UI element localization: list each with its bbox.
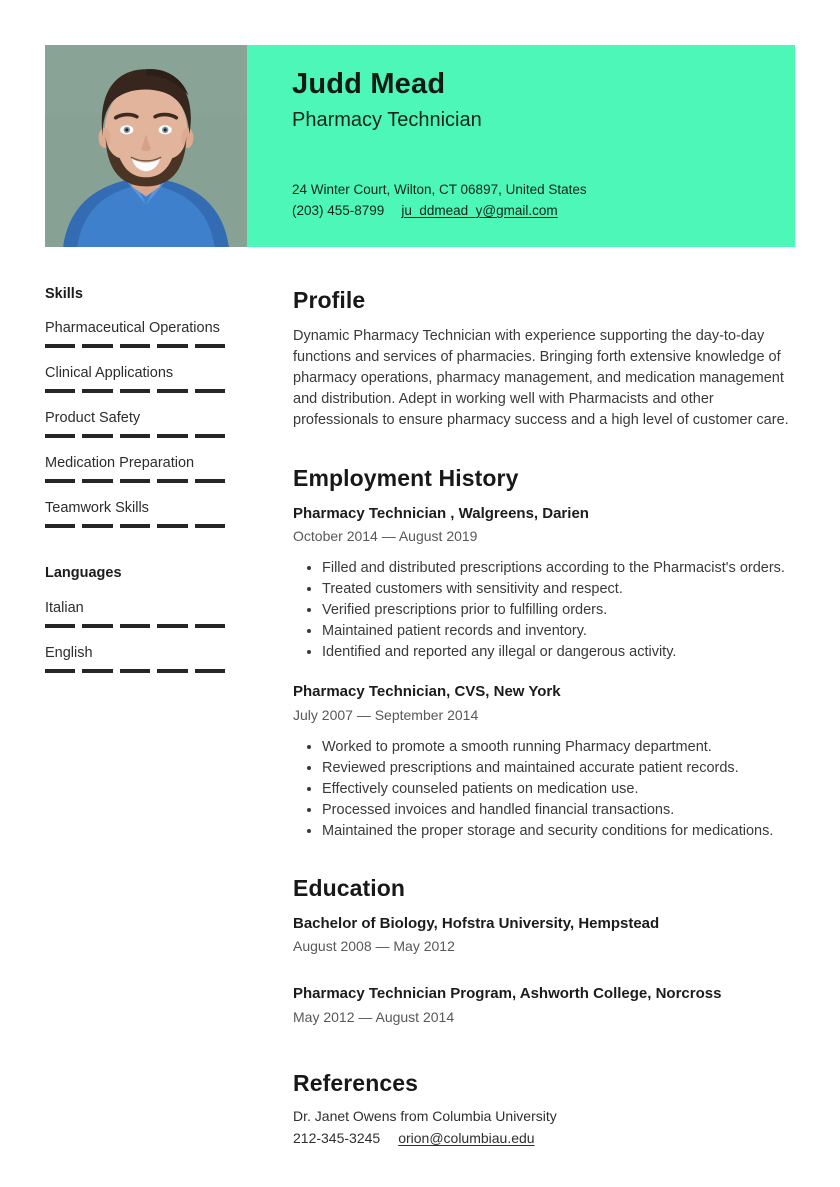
header-banner (247, 45, 795, 247)
contact-email-link[interactable]: ju_ddmead_y@gmail.com (401, 203, 558, 218)
reference-email-link[interactable]: orion@columbiau.edu (398, 1129, 535, 1146)
skill-level-bar (45, 389, 225, 393)
skill-level-bar (45, 524, 225, 528)
language-level-bar (45, 669, 225, 673)
job-bullet: • Effectively counseled patients on medication use. (322, 779, 795, 800)
language-item (45, 598, 225, 628)
skill-level-bar (45, 479, 225, 483)
education-heading: Education (293, 874, 406, 901)
education-entry (293, 914, 795, 956)
education-title: Bachelor of Biology, Hofstra University, Hempstead (293, 914, 660, 932)
job-title: Pharmacy Technician, CVS, New York (293, 683, 561, 701)
education-section (293, 874, 795, 1026)
profile-section (293, 286, 795, 431)
education-title: Pharmacy Technician Program, Ashworth College, Norcross (293, 985, 722, 1003)
job-bullet-list (293, 558, 795, 663)
skill-name: Clinical Applications (45, 365, 174, 382)
languages-heading: Languages (45, 565, 122, 582)
candidate-name: Judd Mead (292, 68, 446, 100)
language-name: Italian (45, 599, 84, 616)
skill-item (45, 318, 225, 348)
languages-section (45, 565, 225, 672)
skill-name: Pharmaceutical Operations (45, 320, 220, 337)
job-dates: July 2007 — September 2014 (293, 706, 479, 723)
job-bullet: • Treated customers with sensitivity and respect. (322, 579, 795, 600)
job-dates: October 2014 — August 2019 (293, 528, 478, 544)
job-bullet: • Reviewed prescriptions and maintained accurate patient records. (322, 758, 795, 779)
job-entry (293, 682, 795, 842)
job-bullet: • Identified and reported any illegal or dangerous activity. (322, 642, 795, 663)
job-bullet: • Filled and distributed prescriptions according to the Pharmacist's orders. (322, 558, 795, 579)
skills-section (45, 286, 225, 528)
job-bullet: • Processed invoices and handled financial transactions. (322, 800, 795, 821)
education-entry (293, 984, 795, 1026)
education-dates: August 2008 — May 2012 (293, 938, 455, 955)
profile-photo (45, 45, 247, 247)
language-name: English (45, 644, 93, 661)
skills-heading: Skills (45, 286, 83, 302)
reference-phone: 212-345-3245 (293, 1129, 381, 1146)
language-item (45, 643, 225, 673)
contact-address: 24 Winter Court, Wilton, CT 06897, United States (292, 182, 587, 197)
skill-item (45, 408, 225, 438)
profile-text: Dynamic Pharmacy Technician with experience supporting the day-to-day functions and services of pharmacies. Bringing forth extensive knowledge of pharmacy operations, pharmacy management, and medication management and distribution. Adept in working well with Pharmacists and other professionals to ensure pharmacy success and a high level of customer care. (293, 327, 789, 428)
sidebar (45, 286, 248, 688)
references-section (293, 1069, 795, 1149)
job-bullet: • Verified prescriptions prior to fulfilling orders. (322, 600, 795, 621)
job-bullet: • Worked to promote a smooth running Pharmacy department. (322, 737, 795, 758)
skill-item (45, 498, 225, 528)
job-bullet: • Maintained the proper storage and security conditions for medications. (322, 821, 795, 842)
job-bullet-list (293, 737, 795, 842)
job-bullet: • Maintained patient records and inventory. (322, 621, 795, 642)
skill-level-bar (45, 434, 225, 438)
skill-level-bar (45, 344, 225, 348)
skill-name: Medication Preparation (45, 455, 195, 472)
profile-heading: Profile (293, 287, 366, 313)
references-heading: References (293, 1070, 419, 1096)
resume-body (45, 286, 795, 1149)
language-level-bar (45, 624, 225, 628)
employment-history-heading: Employment History (293, 464, 519, 491)
skill-name: Teamwork Skills (45, 500, 149, 517)
resume-header (45, 45, 795, 247)
contact-block (292, 179, 775, 221)
skill-item (45, 363, 225, 393)
candidate-job-title: Pharmacy Technician (292, 109, 482, 132)
skill-name: Product Safety (45, 410, 141, 427)
skill-item (45, 453, 225, 483)
job-entry (293, 504, 795, 664)
reference-name: Dr. Janet Owens from Columbia University (293, 1107, 557, 1124)
education-dates: May 2012 — August 2014 (293, 1008, 455, 1025)
main-column (293, 286, 795, 1149)
employment-history-section (293, 464, 795, 842)
job-title: Pharmacy Technician , Walgreens, Darien (293, 504, 589, 522)
contact-phone: (203) 455-8799 (292, 203, 385, 218)
